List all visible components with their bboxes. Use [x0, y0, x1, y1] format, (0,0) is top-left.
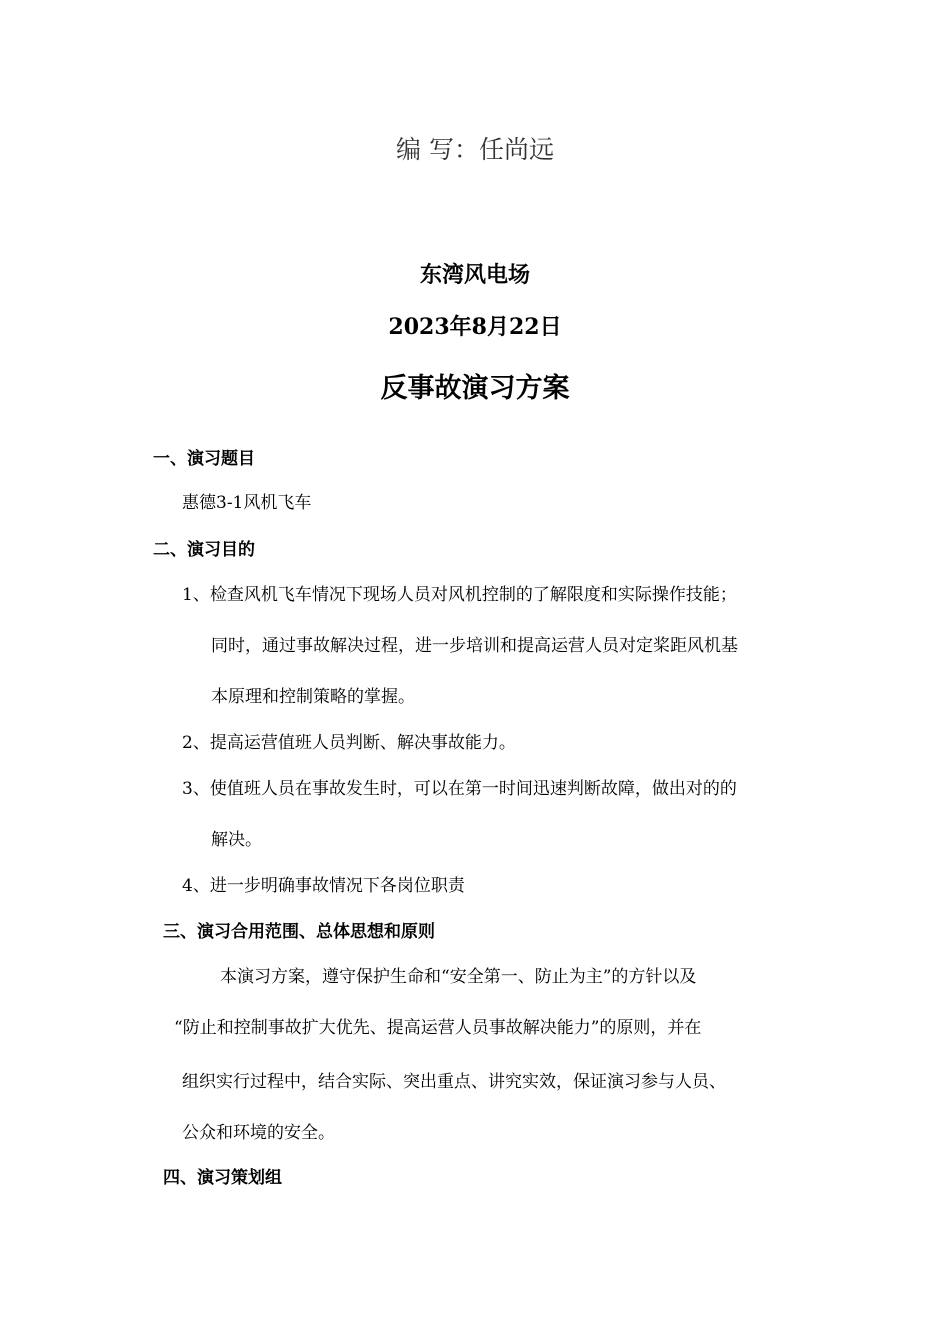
- section-4-heading: 四、演习策划组: [163, 1168, 282, 1188]
- section-2-heading: 二、演习目的: [153, 540, 255, 560]
- section-1-body: 惠德3-1风机飞车: [182, 493, 312, 513]
- section-2-item-1-line-1: 1、检查风机飞车情况下现场人员对风机控制的了解限度和实际操作技能；: [182, 585, 737, 605]
- author-line: 编 写：任尚远: [396, 135, 554, 164]
- section-2-item-1-line-3: 本原理和控制策略的掌握。: [211, 687, 415, 707]
- section-3-paragraph-line-4: 公众和环境的安全。: [182, 1123, 335, 1143]
- document-title: 反事故演习方案: [380, 373, 570, 404]
- section-2-item-1-line-2: 同时，通过事故解决过程，进一步培训和提高运营人员对定桨距风机基: [211, 636, 738, 656]
- section-2-item-2: 2、提高运营值班人员判断、解决事故能力。: [182, 733, 516, 753]
- document-date: 2023年8月22日: [388, 314, 562, 340]
- section-3-paragraph-line-1: 本演习方案，遵守保护生命和“安全第一、防止为主”的方针以及: [220, 967, 697, 987]
- section-2-item-3-line-1: 3、使值班人员在事故发生时，可以在第一时间迅速判断故障，做出对的的: [182, 779, 737, 799]
- section-3-paragraph-line-2: “防止和控制事故扩大优先、提高运营人员事故解决能力”的原则，并在: [174, 1018, 702, 1038]
- section-1-heading: 一、演习题目: [153, 449, 255, 469]
- section-2-item-3-line-2: 解决。: [211, 830, 262, 850]
- section-2-item-4: 4、进一步明确事故情况下各岗位职责: [182, 876, 465, 896]
- organization-name: 东湾风电场: [419, 262, 530, 288]
- section-3-paragraph-line-3: 组织实行过程中，结合实际、突出重点、讲究实效，保证演习参与人员、: [182, 1072, 726, 1092]
- section-3-heading: 三、演习合用范围、总体思想和原则: [163, 922, 435, 942]
